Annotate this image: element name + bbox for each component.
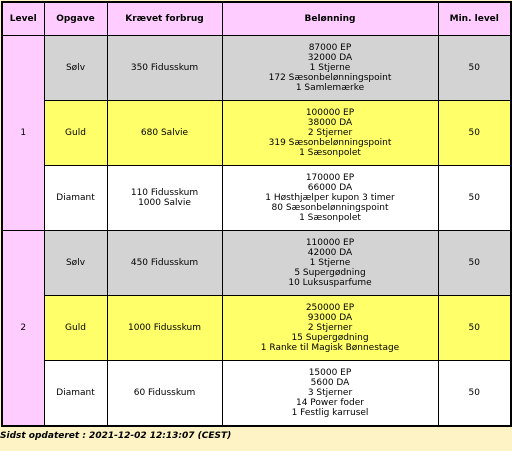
task-cell: Guld [44, 296, 107, 361]
level-column-header: Level [2, 2, 44, 36]
reward-line: 15 Supergødning [291, 333, 369, 343]
requirement-cell [107, 361, 222, 427]
reward-line: 80 Sæsonbelønningspoint [271, 203, 389, 213]
min-level-cell: 50 [438, 296, 511, 361]
last-updated-footer: Sidst opdateret : 2021-12-02 12:13:07 (CEST) [0, 431, 232, 441]
reward-line: 32000 DA [307, 53, 353, 63]
requirement-line: 350 Fidusskum [130, 63, 199, 73]
level-cell: 1 [2, 36, 44, 231]
task-cell: Guld [44, 101, 107, 166]
requirement-line: 60 Fidusskum [133, 388, 196, 398]
reward-line: 1 Samlemærke [295, 83, 365, 93]
reward-line: 38000 DA [307, 118, 353, 128]
min-level-cell: 50 [438, 231, 511, 296]
reward-line: 1 Høsthjælper kupon 3 timer [265, 193, 395, 203]
reward-line: 1 Stjerne [309, 63, 351, 73]
task-cell: Sølv [44, 231, 107, 296]
requirement-cell [107, 296, 222, 361]
tasks-table [1, 1, 512, 427]
requirement-cell [107, 36, 222, 101]
reward-line: 10 Luksusparfume [288, 278, 372, 288]
reward-line: 87000 EP [308, 43, 352, 53]
requirement-line: 1000 Fidusskum [128, 323, 201, 333]
reward-line: 3 Stjerner [307, 388, 353, 398]
table-header [2, 2, 511, 36]
reward-line: 1 Sæsonpolet [299, 148, 361, 158]
requirement-cell [107, 101, 222, 166]
reward-line: 110000 EP [305, 238, 355, 248]
level-cell: 2 [2, 231, 44, 427]
reward-cell [222, 166, 438, 231]
table-row [2, 361, 511, 427]
min-level-cell: 50 [438, 166, 511, 231]
reward-line: 42000 DA [307, 248, 353, 258]
requirement-line: 1000 Salvie [138, 198, 191, 208]
reward-cell [222, 361, 438, 427]
reward-line: 93000 DA [307, 313, 353, 323]
reward-line: 1 Stjerne [309, 258, 351, 268]
reward-line: 66000 DA [307, 183, 353, 193]
reward-line: 319 Sæsonbelønningspoint [268, 138, 392, 148]
reward-line: 100000 EP [305, 108, 355, 118]
requirement-line: 450 Fidusskum [130, 258, 199, 268]
header-row [2, 2, 511, 36]
reward-line: 2 Stjerner [307, 323, 353, 333]
table-row [2, 166, 511, 231]
table-row [2, 231, 511, 296]
reward-line: 172 Sæsonbelønningspoint [268, 73, 392, 83]
reward-line: 1 Sæsonpolet [299, 213, 361, 223]
requirement-column-header: Krævet forbrug [107, 2, 222, 36]
reward-column-header: Belønning [222, 2, 438, 36]
min-level-cell: 50 [438, 361, 511, 427]
task-cell: Diamant [44, 166, 107, 231]
reward-cell [222, 36, 438, 101]
table-row [2, 36, 511, 101]
task-column-header: Opgave [44, 2, 107, 36]
reward-cell [222, 101, 438, 166]
requirement-line: 110 Fidusskum [130, 188, 199, 198]
min-level-column-header: Min. level [438, 2, 511, 36]
reward-line: 15000 EP [308, 368, 352, 378]
reward-line: 14 Power foder [295, 398, 364, 408]
requirement-cell [107, 231, 222, 296]
table-body [2, 36, 511, 427]
reward-line: 2 Stjerner [307, 128, 353, 138]
min-level-cell: 50 [438, 36, 511, 101]
table-row [2, 101, 511, 166]
requirement-cell [107, 166, 222, 231]
reward-cell [222, 231, 438, 296]
min-level-cell: 50 [438, 101, 511, 166]
reward-line: 170000 EP [305, 173, 355, 183]
reward-line: 5 Supergødning [294, 268, 366, 278]
table-row [2, 296, 511, 361]
task-cell: Diamant [44, 361, 107, 427]
requirement-line: 680 Salvie [140, 128, 189, 138]
reward-line: 250000 EP [305, 303, 355, 313]
reward-cell [222, 296, 438, 361]
reward-line: 1 Festlig karrusel [291, 408, 369, 418]
reward-line: 1 Ranke til Magisk Bønnestage [260, 343, 400, 353]
task-cell: Sølv [44, 36, 107, 101]
reward-line: 5600 DA [310, 378, 350, 388]
